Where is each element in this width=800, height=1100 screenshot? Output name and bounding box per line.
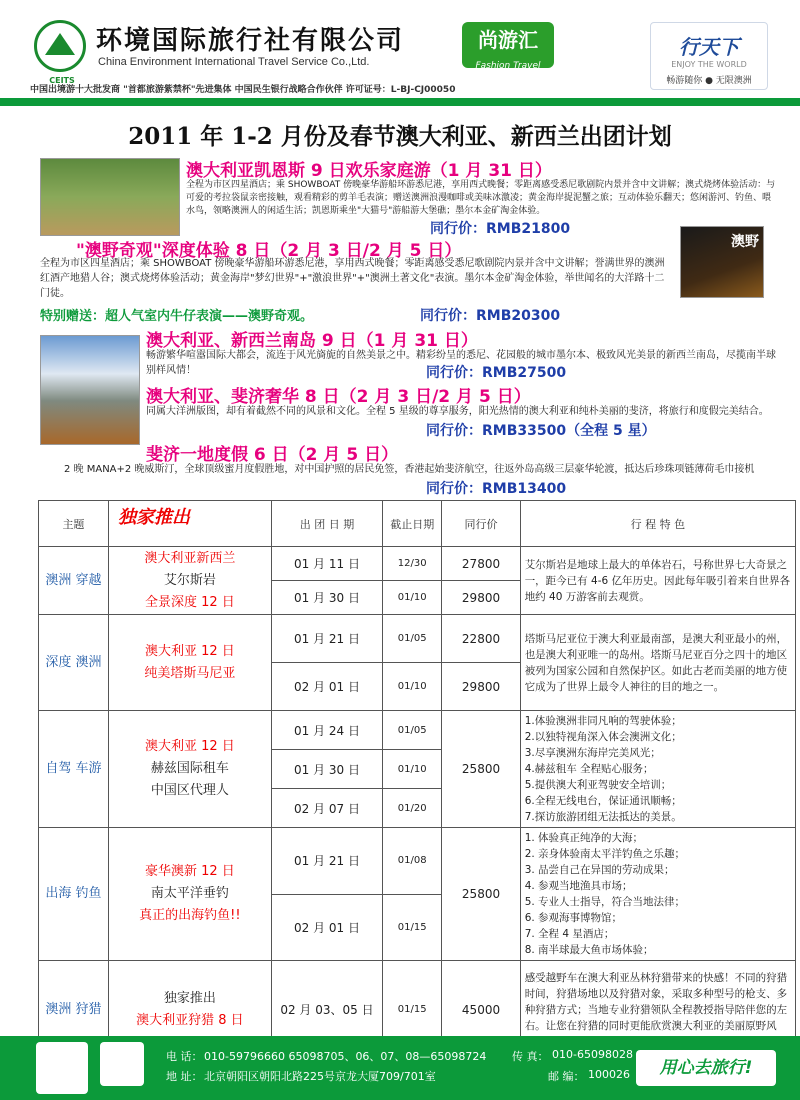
tour-text: 畅游繁华喧嚣国际大都会，流连于风光旖旎的自然美景之中。精彩纷呈的悉尼、花园般的城市墨尔本、极致风光美景的新西兰南岛，尽揽南半球别样风情！ [146, 350, 776, 376]
departure-date: 01 月 30 日 [271, 750, 382, 789]
cutoff-date: 01/20 [383, 789, 442, 828]
route-line: 艾尔斯岩 [163, 572, 216, 588]
row-route [108, 828, 271, 961]
route-line: 南太平洋垂钓 [150, 886, 229, 901]
feature-item: 7.探访旅游团组无法抵达的美景。 [524, 811, 682, 823]
company-name-en: China Environment International Travel Service Co.,Ltd. [98, 56, 370, 68]
feature-item: 1. 体验真正纯净的大海； [524, 832, 644, 844]
route-line: 赫兹国际租车 [150, 761, 229, 776]
route-line: 纯美塔斯马尼亚 [144, 665, 236, 681]
departure-date: 02 月 01 日 [271, 663, 382, 711]
fax-label: 传 真： [512, 1050, 549, 1063]
row-feature: 感受越野车在澳大利亚丛林狩猎带来的快感！不同的狩猎时间，狩猎场地以及狩猎对象，采取多种型号的枪支、多种狩猎方式；当地专业狩猎领队全程教授指导陪伴您的左右。让您在狩猎的同时更能欣赏澳大利亚的美丽原野风 [520, 961, 795, 1059]
route-line: 豪华澳新 12 日 [144, 864, 235, 879]
tour-heading: 斐济一地度假 6 日（2 月 5 日） [146, 445, 399, 465]
tour-price: 同行价：RMB20300 [420, 308, 561, 324]
header-divider [0, 98, 800, 106]
departure-date: 01 月 30 日 [271, 581, 382, 615]
route-line: 澳大利亚 12 日 [144, 643, 235, 659]
tour-heading: 澳大利亚、斐济奢华 8 日（2 月 3 日/2 月 5 日） [146, 387, 531, 407]
departure-date: 02 月 01 日 [271, 894, 382, 961]
partner-logo [36, 1042, 88, 1094]
row-price: 27800 [442, 547, 520, 581]
departure-date: 01 月 11 日 [271, 547, 382, 581]
route-line: 澳大利亚狩猎 8 日 [136, 1012, 244, 1028]
outback-photo [680, 226, 764, 298]
row-route [108, 615, 271, 711]
feature-item: 2.以独特视角深入体会澳洲文化； [524, 731, 682, 743]
tour-heading: 澳大利亚凯恩斯 9 日欢乐家庭游（1 月 31 日） [186, 161, 552, 181]
row-theme: 澳洲 狩猎 [39, 961, 109, 1059]
page-header [0, 0, 800, 98]
phone-number: 010-59796660 65098705、06、07、08—65098724 [204, 1050, 487, 1063]
row-theme: 深度 澳洲 [39, 615, 109, 711]
fashion-travel-badge [462, 22, 554, 71]
row-feature [520, 828, 795, 961]
address: 北京朝阳区朝阳北路225号京龙大厦709/701室 [204, 1070, 436, 1083]
zip-code: 100026 [588, 1068, 630, 1081]
feature-item: 6. 参观海事博物馆； [524, 912, 623, 924]
outback-label: 澳野 [731, 234, 759, 250]
header-date: 出 团 日 期 [271, 501, 382, 547]
company-name-cn: 环境国际旅行社有限公司 [96, 26, 405, 56]
brand-name: 行天下 [679, 35, 739, 59]
tour-text: 全程为市区四星酒店；乘 SHOWBOAT 傍晚豪华游船环游悉尼港，享用西式晚餐；零距离感受悉尼歌剧院内景并含中文讲解；誉满世界的澳洲红酒产地猎人谷；澳式烧烤体验活动；黄金海岸"梦幻世界"+"激浪世界"+"澳洲土著文化"表演。墨尔本金矿淘金体验，举世闻名的大洋路十二门徒。 [40, 258, 665, 299]
partner-logo-2 [100, 1042, 144, 1086]
cutoff-date: 01/10 [383, 663, 442, 711]
tour-price: 同行价：RMB27500 [426, 365, 567, 381]
phone-label: 电 话： [166, 1050, 203, 1063]
badge-label: 尚游汇 [478, 28, 538, 52]
row-route [108, 711, 271, 828]
cutoff-date: 01/15 [383, 894, 442, 961]
cutoff-date: 01/05 [383, 711, 442, 750]
feature-item: 6.全程无线电台，保证通讯顺畅； [524, 795, 682, 807]
departure-date: 01 月 21 日 [271, 828, 382, 895]
table-row [39, 828, 796, 895]
feature-item: 3.尽享澳洲东海岸完美风光； [524, 747, 661, 759]
cutoff-date: 01/10 [383, 750, 442, 789]
feature-item: 5.提供澳大利亚驾驶安全培训； [524, 779, 672, 791]
row-price: 29800 [442, 663, 520, 711]
tour-gift: 特别赠送：超人气室内牛仔表演——澳野奇观。 [40, 309, 314, 324]
brand-en: ENJOY THE WORLD [671, 60, 747, 69]
header-tagline: 中国出境游十大批发商 "首都旅游紫禁杯"先进集体 中国民生银行战略合作伙伴 许可证号：L-BJ-CJ00050 [30, 85, 456, 95]
departure-date: 01 月 24 日 [271, 711, 382, 750]
tour-text: 同属大洋洲版图，却有着截然不同的风景和文化。全程 5 星级的尊享服务，阳光热情的澳大利亚和纯朴美丽的斐济，将旅行和度假完美结合。 [146, 406, 769, 417]
company-logo [34, 20, 86, 72]
fax-number: 010-65098028 [552, 1048, 633, 1061]
header-feature: 行 程 特 色 [520, 501, 795, 547]
cutoff-date: 01/15 [383, 961, 442, 1059]
feature-item: 1.体验澳洲非同凡响的驾驶体验； [524, 715, 682, 727]
table-row [39, 711, 796, 750]
departure-date: 02 月 07 日 [271, 789, 382, 828]
route-line: 全景深度 12 日 [144, 594, 235, 610]
route-line: 真正的出海钓鱼!! [139, 908, 241, 923]
page-title: 2011 年 1-2 月份及春节澳大利亚、新西兰出团计划 [128, 123, 672, 150]
mountain-icon [45, 33, 75, 55]
row-feature: 艾尔斯岩是地球上最大的单体岩石，号称世界七大奇景之一，距今已有 4-6 亿年历史。因此每年吸引着来自世界各地约 40 万游客前去观赏。 [520, 547, 795, 615]
feature-item: 7. 全程 4 星酒店； [524, 928, 615, 940]
departure-date: 01 月 21 日 [271, 615, 382, 663]
logo-sub: CEITS [49, 76, 75, 85]
page-footer [0, 1036, 800, 1100]
tour-heading: "澳野奇观"深度体验 8 日（2 月 3 日/2 月 5 日） [76, 241, 462, 261]
departure-date: 02 月 03、05 日 [271, 961, 382, 1059]
row-price: 22800 [442, 615, 520, 663]
cutoff-date: 01/05 [383, 615, 442, 663]
departure-table [38, 500, 796, 1059]
table-row [39, 547, 796, 581]
row-feature: 塔斯马尼亚位于澳大利亚最南部，是澳大利亚最小的州，也是澳大利亚唯一的岛州。塔斯马尼亚百分之四十的地区被列为国家公园和自然保护区。如此古老而美丽的地方使它成为了世界上最令人神往的目的地之一。 [520, 615, 795, 711]
mountain-photo [40, 335, 140, 445]
address-label: 地 址： [166, 1070, 203, 1083]
row-theme: 自驾 车游 [39, 711, 109, 828]
tour-text: 2 晚 MANA+2 晚威斯汀，全球顶级蜜月度假胜地，对中国护照的居民免签，香港起始斐济航空，往返外岛高级三层豪华轮渡，抵达后珍珠项链薄荷毛巾接机 [64, 464, 755, 475]
cutoff-date: 01/10 [383, 581, 442, 615]
route-line: 澳大利亚 12 日 [144, 739, 235, 754]
brand-slogan: 畅游随你 ● 无限澳洲 [666, 76, 752, 86]
cutoff-date: 01/08 [383, 828, 442, 895]
row-price: 25800 [442, 711, 520, 828]
badge-en: Fashion Travel [475, 61, 541, 71]
cutoff-date: 12/30 [383, 547, 442, 581]
route-line: 中国区代理人 [150, 783, 229, 798]
row-theme: 澳洲 穿越 [39, 547, 109, 615]
row-price: 25800 [442, 828, 520, 961]
row-theme: 出海 钓鱼 [39, 828, 109, 961]
exclusive-label: 独家推出 [118, 507, 190, 528]
tour-heading: 澳大利亚、新西兰南岛 9 日（1 月 31 日） [146, 331, 478, 351]
route-line: 独家推出 [163, 990, 216, 1006]
header-theme: 主题 [39, 501, 109, 547]
footer-slogan: 用心去旅行! [636, 1050, 776, 1086]
feature-item: 2. 亲身体验南太平洋钓鱼之乐趣； [524, 848, 686, 860]
feature-item: 4.赫兹租车 全程贴心服务； [524, 763, 654, 775]
feature-item: 3. 品尝自己在异国的劳动成果； [524, 864, 675, 876]
row-price: 29800 [442, 581, 520, 615]
tour-price: 同行价：RMB13400 [426, 481, 567, 497]
feature-item: 5. 专业人士指导，符合当地法律； [524, 896, 686, 908]
tour-text: 全程为市区四星酒店；乘 SHOWBOAT 傍晚豪华游船环游悉尼港，享用西式晚餐；零距离感受悉尼歌剧院内景并含中文讲解；澳式烧烤体验活动：与可爱的考拉袋鼠亲密接触，观看精彩的剪羊毛表演；赠送澳洲浪漫咖啡或美味冰激凌；黄金海岸捉泥蟹之旅；互动体验乐翻天；悠闲游河、钓鱼、喂水鸟，领略澳洲人的闲适生活；凯恩斯乘坐"大猫号"游船游大堡礁；墨尔本金矿淘金体验。 [186, 180, 776, 216]
header-cutoff: 截止日期 [383, 501, 442, 547]
feature-item: 8. 南半球最大鱼市场体验； [524, 944, 654, 956]
row-route [108, 547, 271, 615]
route-line: 澳大利亚新西兰 [144, 550, 236, 566]
zip-label: 邮 编： [548, 1070, 585, 1083]
brand-logo [650, 22, 768, 90]
kangaroo-family-photo [40, 158, 180, 236]
header-price: 同行价 [442, 501, 520, 547]
tour-price: 同行价：RMB21800 [430, 221, 571, 237]
feature-item: 4. 参观当地渔具市场； [524, 880, 633, 892]
row-price: 45000 [442, 961, 520, 1059]
row-feature [520, 711, 795, 828]
tour-price: 同行价：RMB33500（全程 5 星） [426, 423, 656, 439]
table-row [39, 615, 796, 663]
